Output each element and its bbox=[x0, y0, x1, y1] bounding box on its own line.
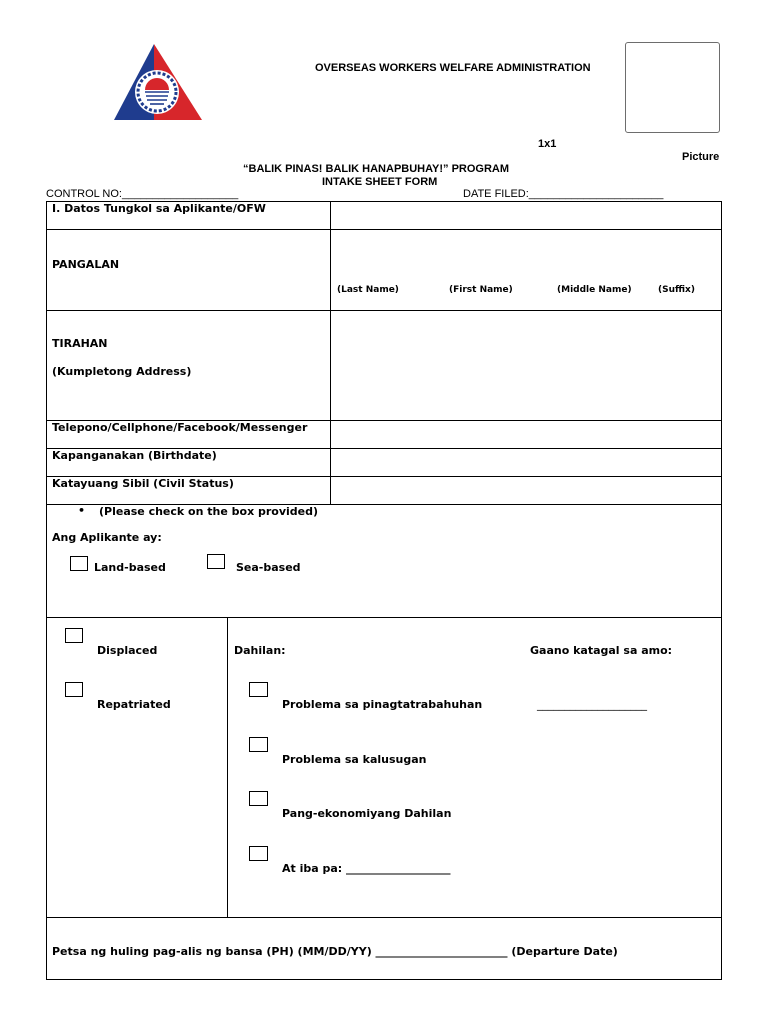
work-problem-checkbox[interactable] bbox=[249, 682, 268, 697]
agency-name: OVERSEAS WORKERS WELFARE ADMINISTRATION bbox=[315, 62, 591, 74]
reason-label: Dahilan: bbox=[234, 644, 286, 657]
birthdate-label: Kapanganakan (Birthdate) bbox=[52, 449, 217, 462]
duration-label: Gaano katagal sa amo: bbox=[530, 644, 673, 657]
control-no-field[interactable]: CONTROL NO:___________________ bbox=[46, 188, 239, 200]
sea-based-label: Sea-based bbox=[236, 561, 301, 574]
table-border bbox=[46, 979, 722, 980]
duration-field[interactable]: ____________________ bbox=[537, 698, 647, 711]
health-problem-label: Problema sa kalusugan bbox=[282, 753, 427, 766]
bullet: • bbox=[78, 504, 86, 517]
applicant-question: Ang Aplikante ay: bbox=[52, 531, 162, 544]
contact-label: Telepono/Cellphone/Facebook/Messenger bbox=[52, 421, 308, 434]
program-title: “BALIK PINAS! BALIK HANAPBUHAY!” PROGRAM bbox=[243, 163, 510, 175]
land-based-label: Land-based bbox=[94, 561, 166, 574]
work-problem-label: Problema sa pinagtatrabahuhan bbox=[282, 698, 483, 711]
form-title: INTAKE SHEET FORM bbox=[322, 176, 438, 188]
address-sublabel: (Kumpletong Address) bbox=[52, 365, 192, 378]
other-reason-label[interactable]: At iba pa: ___________________ bbox=[282, 862, 451, 875]
departure-date-field[interactable]: Petsa ng huling pag-alis ng bansa (PH) (MM/DD/YY) ________________________ (Departure Date) bbox=[52, 945, 618, 958]
displaced-label: Displaced bbox=[97, 644, 158, 657]
photo-size: 1x1 bbox=[538, 138, 557, 150]
table-border bbox=[227, 617, 228, 917]
health-problem-checkbox[interactable] bbox=[249, 737, 268, 752]
date-filed-field[interactable]: DATE FILED:______________________ bbox=[463, 188, 664, 200]
photo-box bbox=[625, 42, 720, 133]
repatriated-label: Repatriated bbox=[97, 698, 171, 711]
photo-label: Picture bbox=[682, 151, 720, 163]
instruction-text: (Please check on the box provided) bbox=[99, 505, 319, 518]
civil-status-label: Katayuang Sibil (Civil Status) bbox=[52, 477, 234, 490]
displaced-checkbox[interactable] bbox=[65, 628, 83, 643]
birthdate-input[interactable] bbox=[331, 449, 721, 476]
address-input[interactable] bbox=[331, 311, 721, 420]
land-based-checkbox[interactable] bbox=[70, 556, 88, 571]
economic-reason-checkbox[interactable] bbox=[249, 791, 268, 806]
middle-name-caption: (Middle Name) bbox=[557, 285, 632, 295]
sea-based-checkbox[interactable] bbox=[207, 554, 225, 569]
name-label: PANGALAN bbox=[52, 258, 120, 271]
table-border bbox=[46, 917, 722, 918]
economic-reason-label: Pang-ekonomiyang Dahilan bbox=[282, 807, 452, 820]
name-input[interactable] bbox=[331, 230, 721, 282]
table-border bbox=[46, 617, 722, 618]
section-title: I. Datos Tungkol sa Aplikante/OFW bbox=[52, 202, 266, 215]
first-name-caption: (First Name) bbox=[449, 285, 513, 295]
table-border bbox=[46, 201, 47, 980]
civil-status-input[interactable] bbox=[331, 477, 721, 504]
repatriated-checkbox[interactable] bbox=[65, 682, 83, 697]
contact-input[interactable] bbox=[331, 421, 721, 448]
address-label: TIRAHAN bbox=[52, 337, 108, 350]
table-border bbox=[721, 201, 722, 980]
owwa-logo bbox=[112, 42, 204, 122]
suffix-caption: (Suffix) bbox=[658, 285, 695, 295]
last-name-caption: (Last Name) bbox=[337, 285, 399, 295]
other-reason-checkbox[interactable] bbox=[249, 846, 268, 861]
